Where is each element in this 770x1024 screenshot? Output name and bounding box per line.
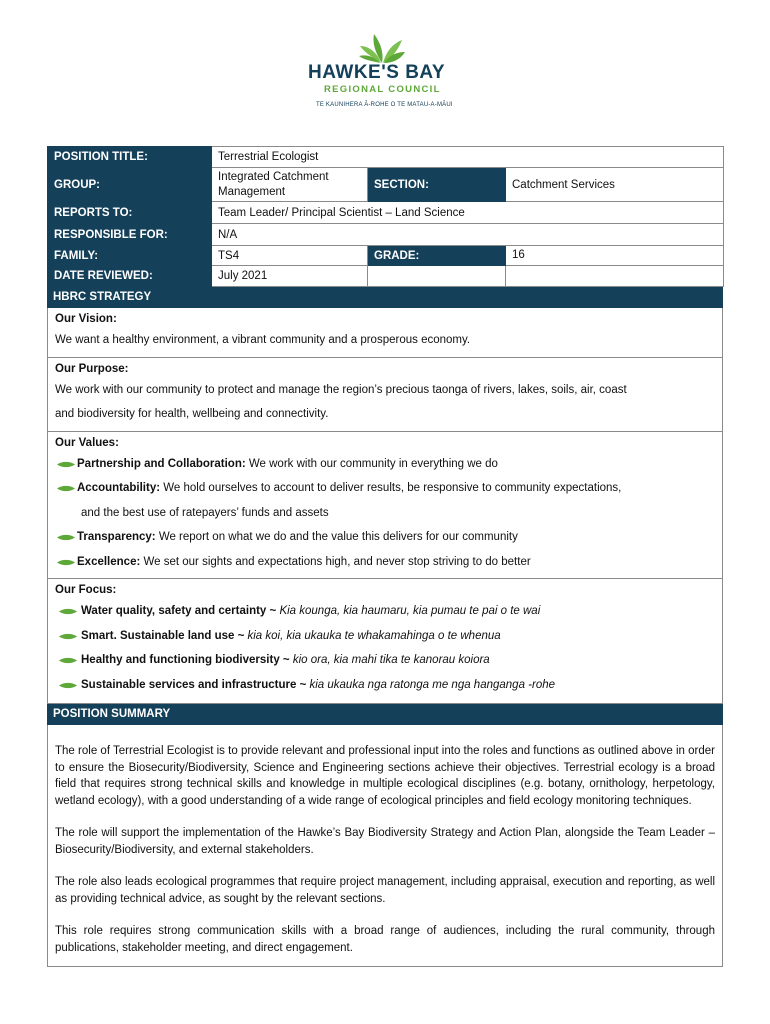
leaf-bullet-icon [57,534,75,541]
focus-maori-text: Kia kounga, kia haumaru, kia pumau te pai o te wai [279,605,541,617]
value-text: We report on what we do and the value this delivers for our community [155,531,518,543]
value-title: Accountability: [77,482,161,494]
summary-paragraph: The role will support the implementation of the Hawke’s Bay Biodiversity Strategy and Action Plan, alongside the Team Leader – Biosecurity/Biodiversity, and external stakeholders. [55,827,715,856]
purpose-box [47,358,723,432]
list-item-continued: and the best use of ratepayers’ funds and assets [81,506,329,519]
leaf-bullet-icon [59,682,77,689]
grade-value: 16 [506,246,724,266]
position-title-label: POSITION TITLE: [48,147,212,168]
focus-title: Smart. Sustainable land use ~ [81,629,248,642]
focus-maori-text: kia ukauka nga ratonga me nga hanganga -rohe [309,678,556,691]
purpose-text-line-2: and biodiversity for health, wellbeing and connectivity. [55,408,329,420]
vision-box [47,308,723,358]
list-item [55,599,715,624]
list-item [55,452,715,477]
focus-maori-text: kio ora, kia mahi tika te kanorau koiora [292,654,490,666]
list-item [55,624,715,649]
vision-text: We want a healthy environment, a vibrant community and a prosperous economy. [55,334,471,346]
list-item [55,550,715,575]
section-value: Catchment Services [506,168,724,202]
vision-heading: Our Vision: [55,313,117,325]
summary-paragraph: The role also leads ecological programmes that require project management, including appraisal, execution and reporting, as well as providing technical advice, as sought by the relevant sections. [55,876,715,905]
strategy-heading: HBRC STRATEGY [47,287,723,308]
focus-box [47,579,723,704]
logo-name: HAWKE'S BAY [308,62,446,83]
values-heading: Our Values: [55,436,119,449]
summary-paragraph: The role of Terrestrial Ecologist is to provide relevant and professional input into the roles and functions as outlined above in order to ensure the Biosecurity/Biodiversity, Science and Engineering sections achieve their objectives. Terrestrial ecology is a broad field that requires strong technical skills and knowledge in multiple ecological disciplines (e.g. botany, ornithology, herpetology, wetland ecology), with a good understanding of a wide range of ecological principles and field ecology monitoring techniques. [55,745,715,807]
leaf-bullet-icon [59,657,77,664]
position-title-value: Terrestrial Ecologist [212,147,724,168]
purpose-heading: Our Purpose: [55,362,129,375]
leaf-bullet-icon [57,485,75,492]
position-details-table [47,146,724,287]
list-item [55,476,715,501]
date-reviewed-label: DATE REVIEWED: [48,266,212,287]
date-reviewed-value: July 2021 [212,266,368,287]
focus-title: Water quality, safety and certainty ~ [81,605,280,617]
purpose-text-line-1: We work with our community to protect and manage the region’s precious taonga of rivers, lakes, soils, air, coast [55,383,627,396]
list-item [55,525,715,550]
list-item [55,648,715,673]
empty-cell [506,266,724,287]
empty-cell [368,266,506,287]
council-logo [300,30,470,110]
leaf-bullet-icon [57,461,75,468]
value-title: Partnership and Collaboration: [77,457,246,470]
value-text: We set our sights and expectations high, and never stop striving to do better [140,555,531,568]
position-description [47,146,723,967]
value-title: Transparency: [77,531,156,543]
focus-maori-text: kia koi, kia ukauka te whakamahinga o te whenua [247,629,501,642]
family-label: FAMILY: [48,246,212,266]
responsible-for-value: N/A [212,224,724,246]
focus-heading: Our Focus: [55,584,117,596]
leaf-bullet-icon [59,633,77,640]
value-text: We work with our community in everything we do [245,457,498,470]
leaf-bullet-icon [57,559,75,566]
value-title: Excellence: [77,555,141,568]
group-value: Integrated Catchment Management [212,168,368,202]
group-label: GROUP: [48,168,212,202]
position-summary-heading: POSITION SUMMARY [47,704,723,725]
logo-tagline: TE KAUNIHERA Ā-ROHE O TE MATAU-A-MĀUI [316,102,453,108]
summary-paragraph: This role requires strong communication skills with a broad range of audiences, including the rural community, through publications, stakeholder meeting, and direct engagement. [55,925,715,954]
logo-subtitle: REGIONAL COUNCIL [324,84,441,95]
grade-label: GRADE: [368,246,506,266]
section-label: SECTION: [368,168,506,202]
leaves-logo-icon [358,30,406,64]
list-item [55,673,715,698]
position-summary-box [47,725,723,967]
focus-title: Healthy and functioning biodiversity ~ [81,654,293,666]
value-text: We hold ourselves to account to deliver results, be responsive to community expectations, [160,482,622,494]
family-value: TS4 [212,246,368,266]
reports-to-label: REPORTS TO: [48,202,212,224]
focus-title: Sustainable services and infrastructure ~ [81,678,310,691]
values-box [47,432,723,580]
reports-to-value: Team Leader/ Principal Scientist – Land Science [212,202,724,224]
leaf-bullet-icon [59,608,77,615]
responsible-for-label: RESPONSIBLE FOR: [48,224,212,246]
